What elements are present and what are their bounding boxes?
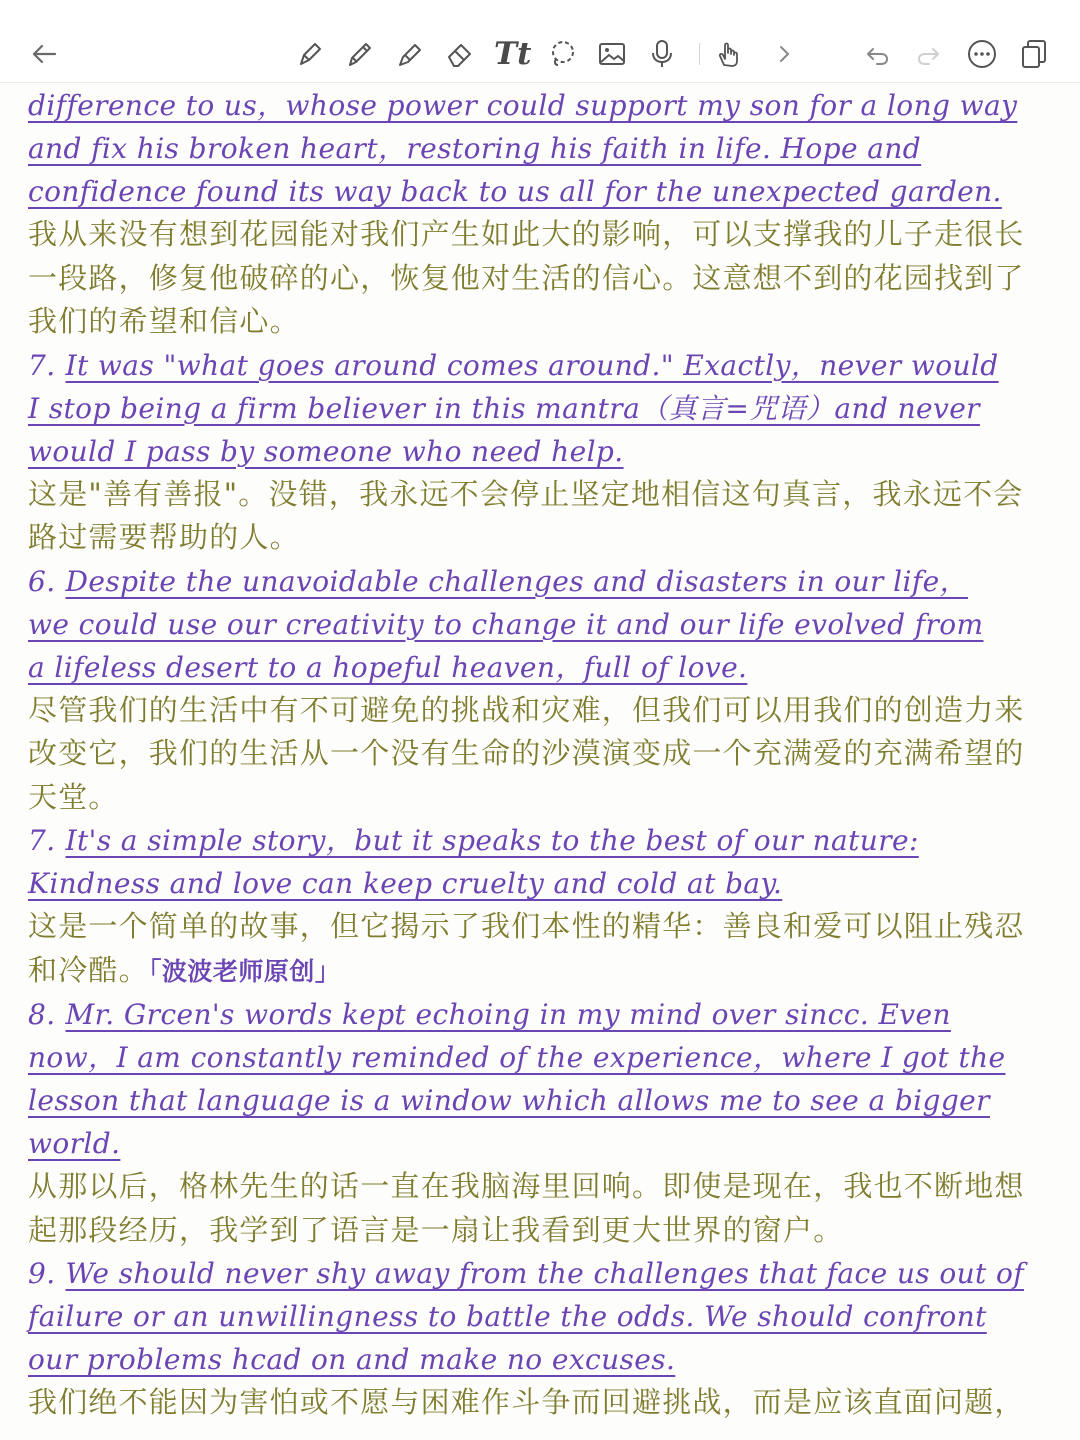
english-paragraph: [28, 819, 1058, 905]
undo-icon[interactable]: [856, 30, 900, 78]
image-icon[interactable]: [590, 30, 634, 78]
english-line: world.: [28, 1127, 121, 1160]
arrow-left-icon[interactable]: [22, 30, 66, 78]
english-line: and fix his broken heart，restoring his faith in life. Hope and: [28, 132, 922, 165]
english-line: confidence found its way back to us all for the unexpected garden.: [28, 175, 1002, 208]
english-paragraph: [28, 1252, 1058, 1381]
item-number: 7.: [28, 824, 56, 857]
pen-icon[interactable]: [288, 30, 332, 78]
item-number: 8.: [28, 998, 56, 1031]
english-line-text: It's a simple story，but it speaks to the best of our nature:: [65, 824, 919, 857]
english-line-text: Mr. Grcen's words kept echoing in my mind over sincc. Even: [65, 998, 951, 1031]
english-paragraph: [28, 344, 1058, 473]
english-line: [28, 560, 1058, 603]
chinese-line: 这是一个简单的故事，但它揭示了我们本性的精华：善良和爱可以阻止残忍: [28, 909, 1025, 943]
english-line: [28, 344, 1058, 387]
note-content[interactable]: [28, 84, 1058, 1425]
english-line-text: We should never shy away from the challenges that face us out of: [65, 1257, 1025, 1290]
english-line: our problems hcad on and make no excuses.: [28, 1343, 676, 1376]
item-number: 9.: [28, 1257, 56, 1290]
text-tool-label: Tt: [494, 36, 532, 72]
redo-icon[interactable]: [906, 30, 950, 78]
chinese-line: 我从来没有想到花园能对我们产生如此大的影响，可以支撑我的儿子走很长: [28, 217, 1025, 251]
lasso-icon[interactable]: [540, 30, 584, 78]
english-line: [28, 819, 1058, 862]
gesture-icon[interactable]: [708, 30, 752, 78]
english-line: we could use our creativity to change it and our life evolved from: [28, 607, 984, 641]
chinese-paragraph: [28, 905, 1058, 993]
english-line-text: It was "what goes around comes around." Exactly，never would: [65, 348, 999, 382]
chinese-line: 改变它，我们的生活从一个没有生命的沙漠演变成一个充满爱的充满希望的: [28, 736, 1025, 770]
chinese-paragraph: [28, 1165, 1058, 1252]
chinese-line: 我们的希望和信心。: [28, 304, 300, 338]
english-line: difference to us，whose power could support my son for a long way: [28, 89, 1018, 122]
item-number: 7.: [28, 348, 56, 382]
english-line: a lifeless desert to a hopeful heaven，full of love.: [28, 650, 748, 684]
english-line: [28, 993, 1058, 1036]
text-tool-icon[interactable]: [494, 30, 534, 78]
english-paragraph: [28, 84, 1058, 213]
toolbar-divider: [699, 43, 700, 65]
chinese-paragraph: [28, 473, 1058, 560]
english-line: Kindness and love can keep cruelty and cold at bay.: [28, 867, 783, 900]
english-line: now，I am constantly reminded of the experience，where I got the: [28, 1041, 1006, 1074]
chinese-paragraph: [28, 1381, 1058, 1425]
toolbar: [0, 0, 1080, 83]
chinese-line: 这是"善有善报"。没错，我永远不会停止坚定地相信这句真言，我永远不会: [28, 476, 1024, 511]
english-line-text: Despite the unavoidable challenges and disasters in our life，: [65, 564, 968, 598]
chinese-line: 一段路，修复他破碎的心，恢复他对生活的信心。这意想不到的花园找到了: [28, 260, 1025, 295]
author-signature: 「波波老师原创」: [148, 956, 341, 986]
chinese-line: 起那段经历，我学到了语言是一扇让我看到更大世界的窗户。: [28, 1212, 844, 1247]
english-line: failure or an unwillingness to battle the odds. We should confront: [28, 1300, 987, 1333]
chinese-paragraph: [28, 213, 1058, 344]
eraser-icon[interactable]: [438, 30, 482, 78]
english-paragraph: [28, 560, 1058, 689]
pencil-icon[interactable]: [338, 30, 382, 78]
highlighter-icon[interactable]: [388, 30, 432, 78]
item-number: 6.: [28, 564, 56, 598]
chinese-paragraph: [28, 689, 1058, 820]
chinese-line: 从那以后，格林先生的话一直在我脑海里回响。即使是现在，我也不断地想: [28, 1169, 1025, 1203]
chevron-right-icon[interactable]: [762, 30, 806, 78]
english-line: would I pass by someone who need help.: [28, 434, 624, 468]
more-icon[interactable]: [960, 30, 1004, 78]
chinese-line-text: 和冷酷。: [28, 952, 149, 987]
english-line: [28, 1252, 1058, 1295]
chinese-line: 我们绝不能因为害怕或不愿与困难作斗争而回避挑战，而是应该直面问题，: [28, 1385, 1025, 1419]
pages-icon[interactable]: [1012, 30, 1056, 78]
english-paragraph: [28, 993, 1058, 1165]
chinese-line: 路过需要帮助的人。: [28, 520, 300, 554]
chinese-line: 天堂。: [28, 779, 119, 814]
chinese-line: 尽管我们的生活中有不可避免的挑战和灾难，但我们可以用我们的创造力来: [28, 692, 1025, 727]
english-line: I stop being a firm believer in this mantra（真言=咒语）and never: [28, 391, 980, 425]
microphone-icon[interactable]: [640, 30, 684, 78]
chinese-line: [28, 949, 1058, 994]
english-line: lesson that language is a window which allows me to see a bigger: [28, 1084, 990, 1117]
